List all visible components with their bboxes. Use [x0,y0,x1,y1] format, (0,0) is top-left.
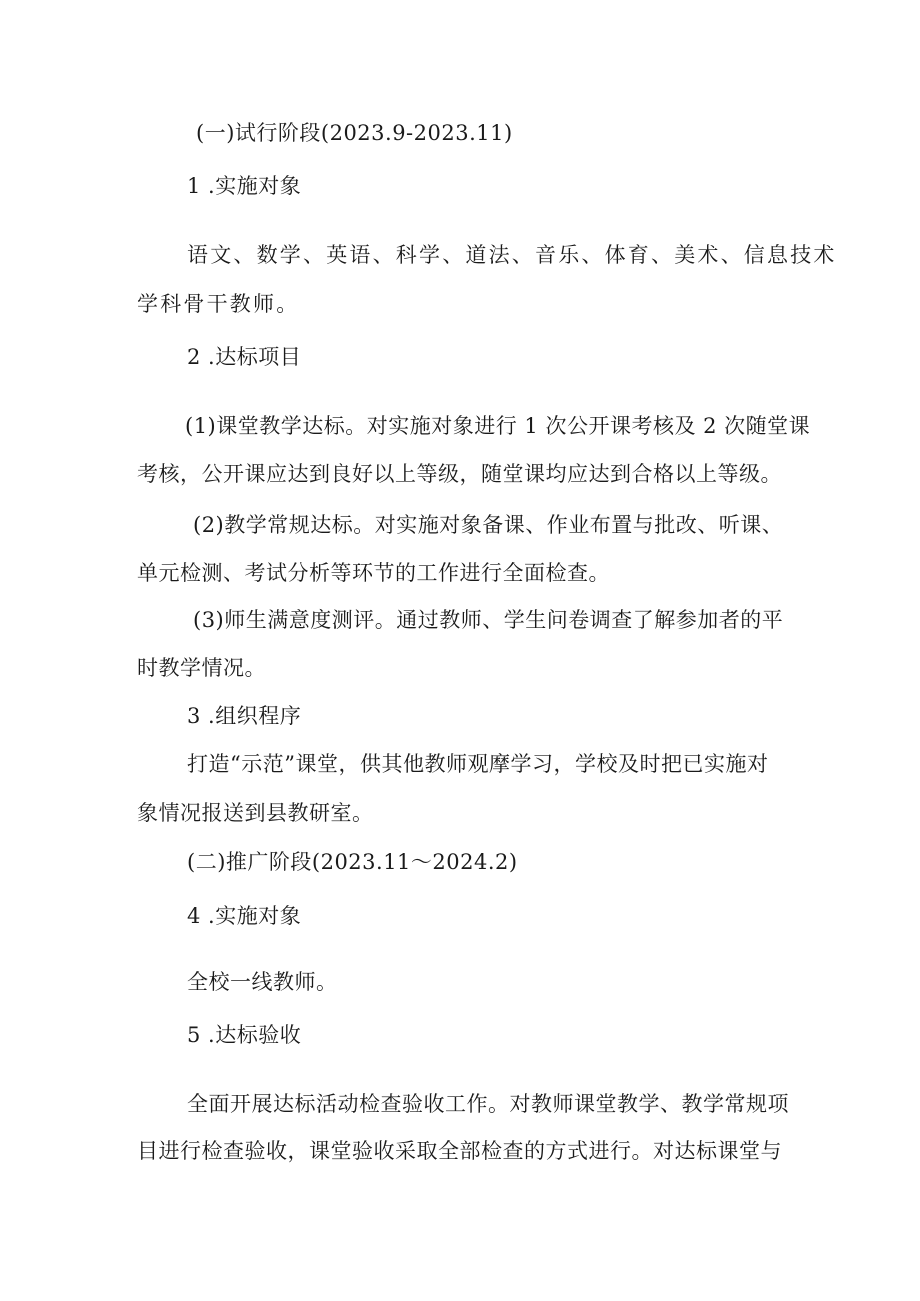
item1-body-line1: 语文、数学、英语、科学、道法、音乐、体育、美术、信息技术 [187,243,837,267]
item2-p3-line2: 时教学情况。 [137,656,266,680]
item2-p1-line1: (1)课堂教学达标。对实施对象进行 1 次公开课考核及 2 次随堂课 [185,414,811,438]
item2-p2-line2: 单元检测、考试分析等环节的工作进行全面检查。 [137,561,610,585]
item2-p2-line1: (2)教学常规达标。对实施对象备课、作业布置与批改、听课、 [193,513,784,537]
item1-body-line2: 学科骨干教师。 [137,292,300,316]
item5-body-line2: 目进行检查验收，课堂验收采取全部检查的方式进行。对达标课堂与 [137,1139,782,1163]
item4-title: 4 .实施对象 [187,904,302,928]
item3-body-line1: 打造“示范”课堂，供其他教师观摩学习，学校及时把已实施对 [187,752,769,776]
item2-p1-line2: 考核，公开课应达到良好以上等级，随堂课均应达到合格以上等级。 [137,462,782,486]
item5-body-line1: 全面开展达标活动检查验收工作。对教师课堂教学、教学常规项 [187,1092,789,1116]
item3-body-line2: 象情况报送到县教研室。 [137,801,374,825]
stage1-heading: (一)试行阶段(2023.9-2023.11) [196,121,513,145]
item5-title: 5 .达标验收 [187,1023,302,1047]
item3-title: 3 .组织程序 [187,704,302,728]
item4-body: 全校一线教师。 [187,970,338,994]
item1-title: 1 .实施对象 [187,174,302,198]
item2-title: 2 .达标项目 [187,345,302,369]
item2-p3-line1: (3)师生满意度测评。通过教师、学生问卷调查了解参加者的平 [193,608,784,632]
stage2-heading: (二)推广阶段(2023.11～2024.2) [187,850,518,874]
